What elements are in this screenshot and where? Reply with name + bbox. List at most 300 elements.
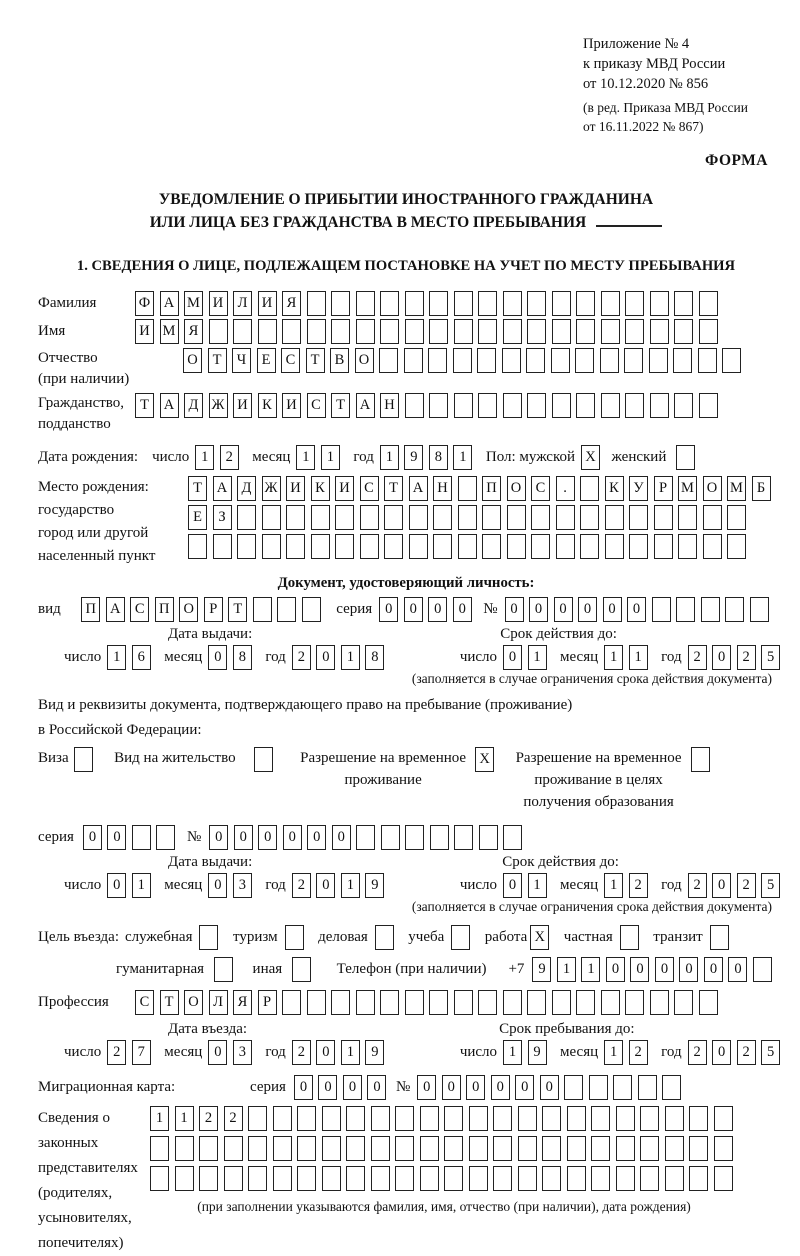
char-cell[interactable]: 1	[557, 957, 576, 982]
char-cell[interactable]: 0	[515, 1075, 534, 1100]
char-cell[interactable]: 9	[528, 1040, 547, 1065]
char-cell[interactable]	[727, 534, 746, 559]
char-cell[interactable]: 0	[466, 1075, 485, 1100]
char-cell[interactable]: И	[335, 476, 354, 501]
char-cell[interactable]: 2	[688, 645, 707, 670]
surname-boxes[interactable]	[135, 291, 723, 316]
char-cell[interactable]: 1	[195, 445, 214, 470]
char-cell[interactable]	[753, 957, 772, 982]
char-cell[interactable]: А	[160, 291, 179, 316]
char-cell[interactable]: 2	[629, 873, 648, 898]
char-cell[interactable]: Е	[188, 505, 207, 530]
char-cell[interactable]	[479, 825, 498, 850]
char-cell[interactable]	[699, 291, 718, 316]
char-cell[interactable]: С	[281, 348, 300, 373]
char-cell[interactable]	[384, 534, 403, 559]
char-cell[interactable]	[444, 1136, 463, 1161]
char-cell[interactable]: 8	[429, 445, 448, 470]
char-cell[interactable]: 0	[554, 597, 573, 622]
char-cell[interactable]	[248, 1166, 267, 1191]
representatives-row3-boxes[interactable]	[150, 1166, 738, 1191]
char-cell[interactable]	[591, 1136, 610, 1161]
char-cell[interactable]: 0	[505, 597, 524, 622]
char-cell[interactable]	[556, 505, 575, 530]
char-cell[interactable]	[444, 1106, 463, 1131]
patronymic-boxes[interactable]	[183, 348, 747, 373]
char-cell[interactable]	[605, 505, 624, 530]
char-cell[interactable]	[527, 291, 546, 316]
char-cell[interactable]	[132, 825, 151, 850]
char-cell[interactable]: .	[556, 476, 575, 501]
char-cell[interactable]	[518, 1106, 537, 1131]
char-cell[interactable]: 0	[529, 597, 548, 622]
char-cell[interactable]: В	[330, 348, 349, 373]
char-cell[interactable]	[662, 1075, 681, 1100]
char-cell[interactable]: 0	[453, 597, 472, 622]
char-cell[interactable]	[454, 291, 473, 316]
char-cell[interactable]	[458, 476, 477, 501]
char-cell[interactable]	[576, 319, 595, 344]
char-cell[interactable]	[503, 291, 522, 316]
char-cell[interactable]	[380, 291, 399, 316]
char-cell[interactable]	[556, 534, 575, 559]
char-cell[interactable]	[395, 1166, 414, 1191]
char-cell[interactable]: М	[727, 476, 746, 501]
char-cell[interactable]	[404, 348, 423, 373]
char-cell[interactable]	[503, 393, 522, 418]
char-cell[interactable]	[531, 534, 550, 559]
char-cell[interactable]: 1	[629, 645, 648, 670]
char-cell[interactable]	[248, 1136, 267, 1161]
birthplace-row2-boxes[interactable]	[188, 505, 776, 530]
char-cell[interactable]	[518, 1136, 537, 1161]
char-cell[interactable]: С	[531, 476, 550, 501]
char-cell[interactable]: О	[703, 476, 722, 501]
birthplace-row1-boxes[interactable]	[188, 476, 776, 501]
char-cell[interactable]	[451, 925, 470, 950]
char-cell[interactable]: 0	[606, 957, 625, 982]
char-cell[interactable]	[576, 393, 595, 418]
char-cell[interactable]: Д	[237, 476, 256, 501]
char-cell[interactable]	[253, 597, 272, 622]
char-cell[interactable]	[433, 505, 452, 530]
char-cell[interactable]	[478, 319, 497, 344]
char-cell[interactable]: Л	[233, 291, 252, 316]
char-cell[interactable]: 0	[107, 873, 126, 898]
char-cell[interactable]: 5	[761, 1040, 780, 1065]
profession-boxes[interactable]	[135, 990, 723, 1015]
char-cell[interactable]	[564, 1075, 583, 1100]
char-cell[interactable]	[507, 505, 526, 530]
char-cell[interactable]	[469, 1136, 488, 1161]
char-cell[interactable]: 0	[679, 957, 698, 982]
char-cell[interactable]	[429, 319, 448, 344]
char-cell[interactable]: 0	[603, 597, 622, 622]
char-cell[interactable]: 2	[199, 1106, 218, 1131]
char-cell[interactable]	[503, 990, 522, 1015]
char-cell[interactable]	[601, 319, 620, 344]
char-cell[interactable]	[379, 348, 398, 373]
char-cell[interactable]: Ж	[209, 393, 228, 418]
char-cell[interactable]	[654, 505, 673, 530]
char-cell[interactable]	[703, 534, 722, 559]
char-cell[interactable]	[444, 1166, 463, 1191]
char-cell[interactable]: П	[155, 597, 174, 622]
char-cell[interactable]	[689, 1166, 708, 1191]
char-cell[interactable]: 0	[283, 825, 302, 850]
char-cell[interactable]	[527, 319, 546, 344]
representatives-row1-boxes[interactable]	[150, 1106, 738, 1131]
char-cell[interactable]	[405, 825, 424, 850]
char-cell[interactable]	[335, 505, 354, 530]
purpose-checkbox[interactable]	[199, 925, 224, 950]
char-cell[interactable]	[650, 319, 669, 344]
char-cell[interactable]: 0	[627, 597, 646, 622]
char-cell[interactable]	[531, 505, 550, 530]
stay-doc-expiry-day[interactable]	[503, 873, 552, 898]
char-cell[interactable]	[678, 534, 697, 559]
char-cell[interactable]	[567, 1136, 586, 1161]
char-cell[interactable]: 2	[292, 1040, 311, 1065]
char-cell[interactable]	[429, 291, 448, 316]
char-cell[interactable]	[209, 319, 228, 344]
purpose-checkbox[interactable]	[375, 925, 400, 950]
char-cell[interactable]	[701, 597, 720, 622]
entry-year[interactable]	[292, 1040, 390, 1065]
char-cell[interactable]	[576, 990, 595, 1015]
char-cell[interactable]: 0	[655, 957, 674, 982]
char-cell[interactable]	[322, 1106, 341, 1131]
char-cell[interactable]: 0	[491, 1075, 510, 1100]
id-doc-number-boxes[interactable]	[505, 597, 775, 622]
char-cell[interactable]: 1	[175, 1106, 194, 1131]
char-cell[interactable]: X	[530, 925, 549, 950]
char-cell[interactable]	[527, 990, 546, 1015]
char-cell[interactable]	[258, 319, 277, 344]
char-cell[interactable]	[409, 505, 428, 530]
char-cell[interactable]: 0	[404, 597, 423, 622]
char-cell[interactable]	[346, 1136, 365, 1161]
char-cell[interactable]: 1	[528, 873, 547, 898]
char-cell[interactable]: 1	[604, 1040, 623, 1065]
char-cell[interactable]	[371, 1106, 390, 1131]
char-cell[interactable]: А	[213, 476, 232, 501]
char-cell[interactable]	[322, 1136, 341, 1161]
char-cell[interactable]: 8	[233, 645, 252, 670]
char-cell[interactable]: 5	[761, 645, 780, 670]
char-cell[interactable]	[493, 1136, 512, 1161]
char-cell[interactable]	[503, 825, 522, 850]
char-cell[interactable]: Ч	[232, 348, 251, 373]
char-cell[interactable]: 0	[316, 873, 335, 898]
char-cell[interactable]: 1	[604, 873, 623, 898]
char-cell[interactable]	[213, 534, 232, 559]
char-cell[interactable]	[576, 291, 595, 316]
char-cell[interactable]: 0	[728, 957, 747, 982]
char-cell[interactable]: Ф	[135, 291, 154, 316]
char-cell[interactable]: Е	[257, 348, 276, 373]
char-cell[interactable]: И	[282, 393, 301, 418]
char-cell[interactable]: 1	[528, 645, 547, 670]
stay-doc-expiry-year[interactable]	[688, 873, 786, 898]
char-cell[interactable]	[335, 534, 354, 559]
char-cell[interactable]	[591, 1106, 610, 1131]
char-cell[interactable]	[420, 1166, 439, 1191]
entry-day[interactable]	[107, 1040, 156, 1065]
char-cell[interactable]	[454, 393, 473, 418]
char-cell[interactable]: 0	[307, 825, 326, 850]
char-cell[interactable]	[356, 990, 375, 1015]
purpose-checkbox[interactable]	[710, 925, 735, 950]
char-cell[interactable]	[188, 534, 207, 559]
char-cell[interactable]	[542, 1136, 561, 1161]
char-cell[interactable]: 1	[604, 645, 623, 670]
stay-doc-series-boxes[interactable]	[83, 825, 181, 850]
char-cell[interactable]	[477, 348, 496, 373]
id-doc-kind-boxes[interactable]	[81, 597, 326, 622]
char-cell[interactable]: Т	[228, 597, 247, 622]
char-cell[interactable]	[625, 393, 644, 418]
char-cell[interactable]	[674, 393, 693, 418]
char-cell[interactable]	[482, 505, 501, 530]
char-cell[interactable]: 0	[343, 1075, 362, 1100]
char-cell[interactable]	[285, 925, 304, 950]
char-cell[interactable]	[282, 319, 301, 344]
char-cell[interactable]: 5	[761, 873, 780, 898]
char-cell[interactable]: И	[233, 393, 252, 418]
char-cell[interactable]: К	[311, 476, 330, 501]
char-cell[interactable]	[175, 1136, 194, 1161]
char-cell[interactable]: Т	[160, 990, 179, 1015]
name-boxes[interactable]	[135, 319, 723, 344]
char-cell[interactable]	[307, 319, 326, 344]
char-cell[interactable]: 0	[417, 1075, 436, 1100]
char-cell[interactable]	[580, 505, 599, 530]
char-cell[interactable]: 1	[107, 645, 126, 670]
char-cell[interactable]	[714, 1166, 733, 1191]
char-cell[interactable]	[405, 291, 424, 316]
char-cell[interactable]	[620, 925, 639, 950]
char-cell[interactable]: 3	[233, 1040, 252, 1065]
char-cell[interactable]: 1	[453, 445, 472, 470]
birth-year-boxes[interactable]	[380, 445, 478, 470]
char-cell[interactable]	[640, 1106, 659, 1131]
char-cell[interactable]: У	[629, 476, 648, 501]
char-cell[interactable]	[605, 534, 624, 559]
char-cell[interactable]: X	[475, 747, 494, 772]
char-cell[interactable]	[214, 957, 233, 982]
char-cell[interactable]	[507, 534, 526, 559]
char-cell[interactable]	[629, 534, 648, 559]
char-cell[interactable]: 1	[150, 1106, 169, 1131]
char-cell[interactable]	[311, 534, 330, 559]
char-cell[interactable]: 0	[316, 645, 335, 670]
char-cell[interactable]	[503, 319, 522, 344]
char-cell[interactable]	[567, 1106, 586, 1131]
char-cell[interactable]: Н	[433, 476, 452, 501]
rvp-checkbox[interactable]	[475, 747, 500, 772]
char-cell[interactable]	[380, 990, 399, 1015]
char-cell[interactable]: 2	[688, 1040, 707, 1065]
char-cell[interactable]	[297, 1106, 316, 1131]
char-cell[interactable]	[591, 1166, 610, 1191]
char-cell[interactable]	[199, 1136, 218, 1161]
char-cell[interactable]	[482, 534, 501, 559]
id-doc-expiry-year[interactable]	[688, 645, 786, 670]
representatives-row2-boxes[interactable]	[150, 1136, 738, 1161]
char-cell[interactable]	[676, 445, 695, 470]
char-cell[interactable]	[518, 1166, 537, 1191]
char-cell[interactable]: 2	[292, 873, 311, 898]
char-cell[interactable]	[552, 291, 571, 316]
char-cell[interactable]	[654, 534, 673, 559]
char-cell[interactable]: М	[184, 291, 203, 316]
char-cell[interactable]: М	[678, 476, 697, 501]
char-cell[interactable]: 0	[208, 873, 227, 898]
char-cell[interactable]	[429, 393, 448, 418]
char-cell[interactable]	[331, 291, 350, 316]
char-cell[interactable]	[233, 319, 252, 344]
char-cell[interactable]: 3	[233, 873, 252, 898]
birth-day-boxes[interactable]	[195, 445, 244, 470]
char-cell[interactable]	[703, 505, 722, 530]
stay-until-day[interactable]	[503, 1040, 552, 1065]
char-cell[interactable]	[237, 505, 256, 530]
char-cell[interactable]	[551, 348, 570, 373]
char-cell[interactable]: 0	[208, 1040, 227, 1065]
stay-doc-issue-day[interactable]	[107, 873, 156, 898]
char-cell[interactable]	[478, 990, 497, 1015]
citizenship-boxes[interactable]	[135, 393, 723, 418]
char-cell[interactable]	[580, 534, 599, 559]
char-cell[interactable]	[640, 1136, 659, 1161]
char-cell[interactable]	[395, 1136, 414, 1161]
char-cell[interactable]	[673, 348, 692, 373]
char-cell[interactable]	[156, 825, 175, 850]
entry-month[interactable]	[208, 1040, 257, 1065]
char-cell[interactable]	[237, 534, 256, 559]
char-cell[interactable]: 9	[404, 445, 423, 470]
char-cell[interactable]	[674, 990, 693, 1015]
char-cell[interactable]: С	[135, 990, 154, 1015]
char-cell[interactable]	[356, 825, 375, 850]
id-doc-series-boxes[interactable]	[379, 597, 477, 622]
char-cell[interactable]: Р	[258, 990, 277, 1015]
char-cell[interactable]	[346, 1166, 365, 1191]
char-cell[interactable]	[454, 990, 473, 1015]
char-cell[interactable]	[699, 990, 718, 1015]
char-cell[interactable]	[691, 747, 710, 772]
char-cell[interactable]: 0	[442, 1075, 461, 1100]
char-cell[interactable]	[430, 825, 449, 850]
char-cell[interactable]: А	[160, 393, 179, 418]
char-cell[interactable]: 9	[365, 873, 384, 898]
char-cell[interactable]	[381, 825, 400, 850]
char-cell[interactable]: С	[130, 597, 149, 622]
char-cell[interactable]: М	[160, 319, 179, 344]
purpose-checkbox[interactable]	[214, 957, 239, 982]
char-cell[interactable]	[297, 1166, 316, 1191]
stay-until-month[interactable]	[604, 1040, 653, 1065]
char-cell[interactable]: 0	[258, 825, 277, 850]
char-cell[interactable]	[552, 393, 571, 418]
char-cell[interactable]: А	[409, 476, 428, 501]
char-cell[interactable]	[433, 534, 452, 559]
char-cell[interactable]	[649, 348, 668, 373]
char-cell[interactable]: Т	[188, 476, 207, 501]
char-cell[interactable]: К	[605, 476, 624, 501]
char-cell[interactable]	[613, 1075, 632, 1100]
char-cell[interactable]: 2	[737, 873, 756, 898]
purpose-checkbox[interactable]	[292, 957, 317, 982]
char-cell[interactable]	[469, 1106, 488, 1131]
char-cell[interactable]: 1	[296, 445, 315, 470]
char-cell[interactable]	[356, 319, 375, 344]
char-cell[interactable]: 9	[365, 1040, 384, 1065]
char-cell[interactable]	[698, 348, 717, 373]
char-cell[interactable]	[74, 747, 93, 772]
char-cell[interactable]: О	[183, 348, 202, 373]
char-cell[interactable]: 0	[712, 1040, 731, 1065]
char-cell[interactable]	[638, 1075, 657, 1100]
char-cell[interactable]	[371, 1136, 390, 1161]
char-cell[interactable]: З	[213, 505, 232, 530]
char-cell[interactable]: И	[286, 476, 305, 501]
rvpo-checkbox[interactable]	[691, 747, 716, 772]
char-cell[interactable]	[292, 957, 311, 982]
id-doc-issue-day[interactable]	[107, 645, 156, 670]
char-cell[interactable]	[277, 597, 296, 622]
sex-female-checkbox[interactable]	[676, 445, 701, 470]
char-cell[interactable]: Б	[752, 476, 771, 501]
char-cell[interactable]: Т	[208, 348, 227, 373]
char-cell[interactable]	[526, 348, 545, 373]
char-cell[interactable]	[722, 348, 741, 373]
char-cell[interactable]	[665, 1166, 684, 1191]
char-cell[interactable]	[699, 393, 718, 418]
char-cell[interactable]	[405, 319, 424, 344]
char-cell[interactable]	[286, 534, 305, 559]
char-cell[interactable]: Я	[233, 990, 252, 1015]
purpose-checkbox[interactable]	[620, 925, 645, 950]
char-cell[interactable]	[282, 990, 301, 1015]
purpose-checkbox[interactable]	[451, 925, 476, 950]
char-cell[interactable]: О	[179, 597, 198, 622]
char-cell[interactable]	[429, 990, 448, 1015]
id-doc-issue-month[interactable]	[208, 645, 257, 670]
char-cell[interactable]	[199, 1166, 218, 1191]
char-cell[interactable]	[262, 534, 281, 559]
char-cell[interactable]	[678, 505, 697, 530]
char-cell[interactable]	[175, 1166, 194, 1191]
char-cell[interactable]: 1	[321, 445, 340, 470]
char-cell[interactable]	[380, 319, 399, 344]
char-cell[interactable]: 9	[532, 957, 551, 982]
id-doc-issue-year[interactable]	[292, 645, 390, 670]
char-cell[interactable]	[297, 1136, 316, 1161]
char-cell[interactable]: 0	[704, 957, 723, 982]
char-cell[interactable]: 2	[292, 645, 311, 670]
char-cell[interactable]: 6	[132, 645, 151, 670]
char-cell[interactable]: 1	[380, 445, 399, 470]
char-cell[interactable]	[454, 825, 473, 850]
char-cell[interactable]: 0	[379, 597, 398, 622]
char-cell[interactable]: Т	[306, 348, 325, 373]
char-cell[interactable]: 1	[503, 1040, 522, 1065]
char-cell[interactable]	[478, 291, 497, 316]
char-cell[interactable]	[580, 476, 599, 501]
char-cell[interactable]	[420, 1106, 439, 1131]
